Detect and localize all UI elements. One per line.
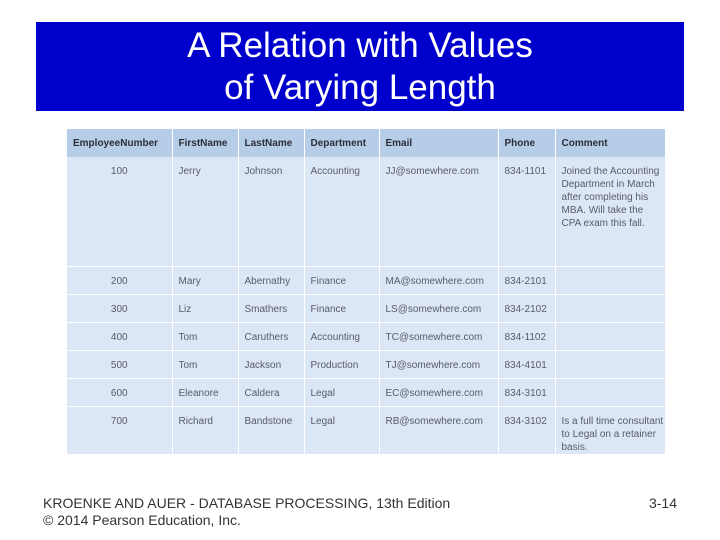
title-line-1: A Relation with Values	[187, 26, 533, 65]
table-cell: Mary	[172, 267, 238, 295]
table-row	[67, 323, 665, 351]
table-cell: Tom	[172, 323, 238, 351]
table-cell: 834-3102	[498, 407, 555, 455]
table-cell	[555, 267, 665, 295]
table-cell: Smathers	[238, 295, 304, 323]
table-cell: MA@somewhere.com	[379, 267, 498, 295]
footer-line-1: KROENKE AND AUER - DATABASE PROCESSING, 13th Edition	[43, 495, 451, 511]
table-cell: Tom	[172, 351, 238, 379]
page-number: 3-14	[648, 495, 677, 511]
table-cell: EC@somewhere.com	[379, 379, 498, 407]
table-cell: 400	[67, 323, 172, 351]
table-cell: TC@somewhere.com	[379, 323, 498, 351]
employee-table-container	[67, 129, 665, 462]
table-cell: 600	[67, 379, 172, 407]
table-cell: 834-1101	[498, 157, 555, 267]
table-cell: Accounting	[304, 323, 379, 351]
table-row	[67, 379, 665, 407]
table-cell: TJ@somewhere.com	[379, 351, 498, 379]
table-cell	[555, 351, 665, 379]
table-cell: Richard	[172, 407, 238, 455]
title-line-2: of Varying Length	[224, 68, 496, 107]
table-cell: 200	[67, 267, 172, 295]
table-cell: Abernathy	[238, 267, 304, 295]
table-cell: 834-4101	[498, 351, 555, 379]
table-cell: Caldera	[238, 379, 304, 407]
table-row	[67, 351, 665, 379]
table-cell: Joined the Accounting Department in March after completing his MBA. Will take the CPA exam this fall.	[555, 157, 665, 267]
table-cell: 300	[67, 295, 172, 323]
table-cell: Legal	[304, 407, 379, 455]
column-header: EmployeeNumber	[67, 129, 172, 157]
column-header: Phone	[498, 129, 555, 157]
footer-line-2: © 2014 Pearson Education, Inc.	[43, 512, 241, 528]
slide-title	[36, 22, 684, 111]
table-cell: Finance	[304, 295, 379, 323]
table-cell	[555, 323, 665, 351]
table-cell: RB@somewhere.com	[379, 407, 498, 455]
table-cell: Bandstone	[238, 407, 304, 455]
table-cell: 834-1102	[498, 323, 555, 351]
table-cell: Jerry	[172, 157, 238, 267]
column-header: FirstName	[172, 129, 238, 157]
table-cell: LS@somewhere.com	[379, 295, 498, 323]
table-cell: Legal	[304, 379, 379, 407]
table-cell: Johnson	[238, 157, 304, 267]
table-cell: 500	[67, 351, 172, 379]
table-cell: 834-3101	[498, 379, 555, 407]
column-header: Department	[304, 129, 379, 157]
table-cell: Finance	[304, 267, 379, 295]
employee-table	[67, 129, 666, 455]
table-cell: Caruthers	[238, 323, 304, 351]
table-cell: Jackson	[238, 351, 304, 379]
table-header-row	[67, 129, 665, 157]
table-cell: 100	[67, 157, 172, 267]
table-cell: 834-2102	[498, 295, 555, 323]
table-cell: Eleanore	[172, 379, 238, 407]
table-row	[67, 267, 665, 295]
table-cell	[555, 295, 665, 323]
table-cell	[555, 379, 665, 407]
table-row	[67, 295, 665, 323]
table-row	[67, 157, 665, 267]
table-cell: 834-2101	[498, 267, 555, 295]
column-header: LastName	[238, 129, 304, 157]
footer-citation	[43, 495, 450, 529]
table-cell: Liz	[172, 295, 238, 323]
column-header: Email	[379, 129, 498, 157]
table-cell: Accounting	[304, 157, 379, 267]
table-cell: Is a full time consultant to Legal on a retainer basis.	[555, 407, 665, 455]
table-cell: JJ@somewhere.com	[379, 157, 498, 267]
table-row	[67, 407, 665, 455]
table-cell: 700	[67, 407, 172, 455]
column-header: Comment	[555, 129, 665, 157]
table-cell: Production	[304, 351, 379, 379]
